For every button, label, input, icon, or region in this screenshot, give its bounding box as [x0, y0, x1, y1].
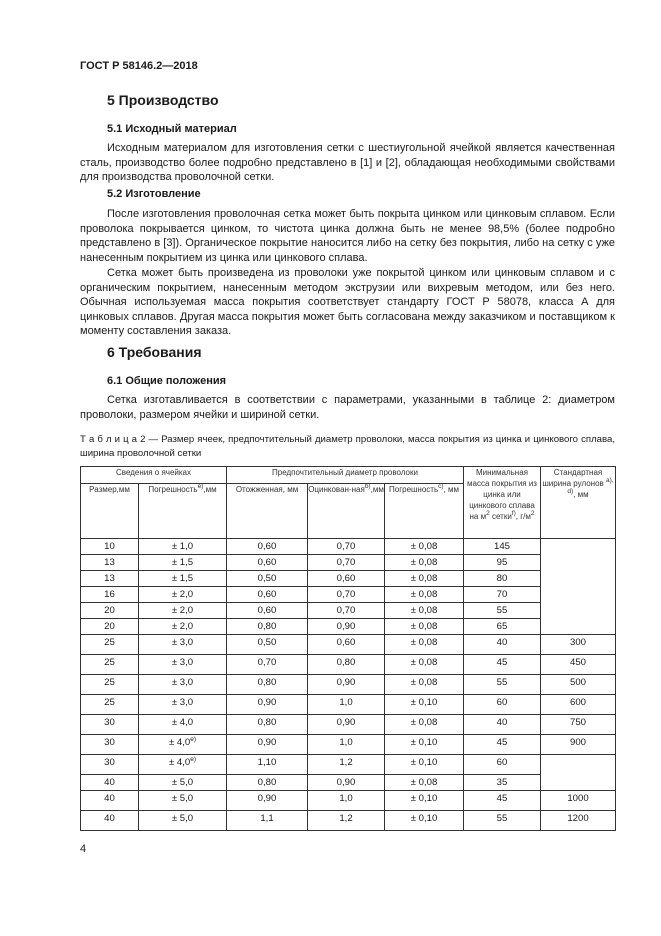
table-row [81, 555, 616, 571]
paragraph-5-2-a: После изготовления проволочная сетка может быть покрыта цинком или цинковым сплавом. Если проволока покрывается цинком, то чистота цинка должна быть не менее 98,5% (более подробно представлено в [3]). Органическое покрытие наносится либо на сетку без покрытия, либо на сетку с уже нанесенным покрытием из цинка или цинкового сплава. [80, 208, 615, 264]
cell-roll-width: 1200 [541, 811, 616, 831]
cell-wire-tolerance: ± 0,08 [385, 539, 464, 555]
cell-tolerance: ± 1,5 [139, 571, 227, 587]
table-row [81, 811, 616, 831]
table-row [81, 695, 616, 715]
table-row [81, 791, 616, 811]
cell-wire-tolerance: ± 0,10 [385, 695, 464, 715]
cell-wire-tolerance: ± 0,08 [385, 635, 464, 655]
cell-size: 20 [81, 603, 139, 619]
cell-wire-tolerance: ± 0,08 [385, 715, 464, 735]
cell-annealed: 0,50 [227, 571, 308, 587]
cell-annealed: 0,60 [227, 555, 308, 571]
paragraph-6-1: Сетка изготавливается в соответствии с параметрами, указанными в таблице 2: диаметром проволоки, размером ячейки и шириной сетки. [80, 394, 615, 421]
cell-wire-tolerance: ± 0,10 [385, 755, 464, 775]
cell-tolerance: ± 2,0 [139, 619, 227, 635]
table-2 [80, 466, 616, 831]
paragraph-5-1: Исходным материалом для изготовления сетки с шестиугольной ячейкой является качественная сталь, производство более подробно представлено в [1] и [2], обладающая необходимыми свойствами для производства проволочной сетки. [80, 142, 615, 184]
cell-roll-width: 900 [541, 735, 616, 755]
cell-min-mass: 60 [464, 755, 541, 775]
table-row [81, 775, 616, 791]
cell-wire-tolerance: ± 0,10 [385, 735, 464, 755]
cell-annealed: 0,90 [227, 695, 308, 715]
page-number: 4 [80, 843, 87, 855]
section-6-1-title: 6.1 Общие положения [107, 375, 227, 387]
table-row [81, 587, 616, 603]
cell-size: 25 [81, 655, 139, 675]
cell-wire-tolerance: ± 0,10 [385, 811, 464, 831]
cell-tolerance: ± 5,0 [139, 791, 227, 811]
cell-annealed: 0,60 [227, 539, 308, 555]
cell-min-mass: 65 [464, 619, 541, 635]
cell-tolerance: ± $4,0^{e)}$ [139, 735, 227, 755]
header-roll-width: Стандартная ширина рулонов $^{a), d)}$, мм [541, 467, 616, 539]
cell-tolerance: ± 3,0 [139, 695, 227, 715]
cell-galvanized: 0,60 [308, 571, 385, 587]
cell-tolerance: ± 3,0 [139, 655, 227, 675]
table-row [81, 675, 616, 695]
cell-annealed: 0,80 [227, 619, 308, 635]
cell-size: 10 [81, 539, 139, 555]
cell-tolerance: ± 4,0 [139, 715, 227, 735]
header-annealed: Отожженная, мм [227, 484, 308, 539]
cell-size: 30 [81, 735, 139, 755]
table-caption: Т а б л и ц а 2 — Размер ячеек, предпочтительный диаметр проволоки, масса покрытия из цинка и цинкового сплава, ширина проволочной сетки [80, 434, 615, 459]
cell-size: 25 [81, 675, 139, 695]
cell-min-mass: 60 [464, 695, 541, 715]
cell-size: 13 [81, 571, 139, 587]
cell-min-mass: 45 [464, 655, 541, 675]
cell-min-mass: 55 [464, 811, 541, 831]
header-galvanized: Оцинкован-ная$^{b)}$,мм [308, 484, 385, 539]
cell-roll-width: 500 [541, 675, 616, 695]
header-min-mass: Минимальная масса покрытия из цинка или цинкового сплава на $м^2$ сетки$^{f)}$, $г/м^2$ [464, 467, 541, 539]
cell-galvanized: 1,0 [308, 695, 385, 715]
paragraph-5-2-b: Сетка может быть произведена из проволоки уже покрытой цинком или цинковым сплавом и с органическим покрытием, нанесенным методом экструзии или вихревым методом, или без него. Обычная используемая масса покрытия соответствует стандарту ГОСТ Р 58078, класса А для цинковых сплавов. Другая масса покрытия может быть согласована между заказчиком и поставщиком к моменту составления заказа. [80, 267, 615, 338]
cell-wire-tolerance: ± 0,08 [385, 603, 464, 619]
cell-size: 13 [81, 555, 139, 571]
cell-min-mass: 55 [464, 603, 541, 619]
cell-size: 25 [81, 635, 139, 655]
cell-size: 40 [81, 791, 139, 811]
table-row [81, 635, 616, 655]
cell-galvanized: 1,2 [308, 811, 385, 831]
table-row [81, 655, 616, 675]
cell-roll-width: 750 [541, 715, 616, 735]
cell-annealed: 0,50 [227, 635, 308, 655]
cell-roll-width: 1000 [541, 791, 616, 811]
cell-size: 25 [81, 695, 139, 715]
cell-min-mass: 145 [464, 539, 541, 555]
cell-roll-width-empty [541, 539, 616, 635]
cell-tolerance: ± $4,0^{e)}$ [139, 755, 227, 775]
cell-tolerance: ± 5,0 [139, 811, 227, 831]
cell-wire-tolerance: ± 0,08 [385, 619, 464, 635]
section-5-1-title: 5.1 Исходный материал [107, 123, 237, 135]
section-6-title: 6 Требования [107, 344, 202, 360]
cell-galvanized: 0,80 [308, 655, 385, 675]
header-wire-tolerance: Погрешность$^{c)}$, мм [385, 484, 464, 539]
table-row [81, 571, 616, 587]
cell-roll-width [541, 755, 616, 791]
cell-annealed: 1,1 [227, 811, 308, 831]
cell-annealed: 0,60 [227, 603, 308, 619]
cell-annealed: 0,80 [227, 675, 308, 695]
table-body [81, 539, 616, 831]
cell-size: 30 [81, 755, 139, 775]
cell-tolerance: ± 5,0 [139, 775, 227, 791]
cell-annealed: 0,60 [227, 587, 308, 603]
cell-galvanized: 0,70 [308, 587, 385, 603]
cell-wire-tolerance: ± 0,08 [385, 655, 464, 675]
cell-min-mass: 45 [464, 791, 541, 811]
section-5-title: 5 Производство [107, 92, 219, 108]
cell-wire-tolerance: ± 0,08 [385, 555, 464, 571]
cell-size: 20 [81, 619, 139, 635]
table-row [81, 715, 616, 735]
cell-wire-tolerance: ± 0,08 [385, 775, 464, 791]
cell-galvanized: 0,90 [308, 715, 385, 735]
cell-galvanized: 1,0 [308, 791, 385, 811]
cell-tolerance: ± 3,0 [139, 635, 227, 655]
cell-annealed: 0,80 [227, 715, 308, 735]
cell-galvanized: 0,60 [308, 635, 385, 655]
cell-tolerance: ± 1,5 [139, 555, 227, 571]
cell-min-mass: 70 [464, 587, 541, 603]
cell-roll-width: 600 [541, 695, 616, 715]
cell-wire-tolerance: ± 0,08 [385, 675, 464, 695]
cell-wire-tolerance: ± 0,10 [385, 791, 464, 811]
cell-min-mass: 95 [464, 555, 541, 571]
cell-galvanized: 0,70 [308, 539, 385, 555]
table-row [81, 539, 616, 555]
cell-size: 30 [81, 715, 139, 735]
cell-tolerance: ± 1,0 [139, 539, 227, 555]
section-5-2-title: 5.2 Изготовление [107, 188, 201, 200]
cell-galvanized: 0,70 [308, 603, 385, 619]
cell-annealed: 1,10 [227, 755, 308, 775]
cell-annealed: 0,80 [227, 775, 308, 791]
cell-wire-tolerance: ± 0,08 [385, 571, 464, 587]
cell-annealed: 0,70 [227, 655, 308, 675]
cell-galvanized: 1,0 [308, 735, 385, 755]
table-row [81, 603, 616, 619]
table-row [81, 619, 616, 635]
cell-size: 16 [81, 587, 139, 603]
cell-galvanized: 0,90 [308, 675, 385, 695]
cell-min-mass: 35 [464, 775, 541, 791]
cell-min-mass: 55 [464, 675, 541, 695]
cell-min-mass: 80 [464, 571, 541, 587]
cell-min-mass: 40 [464, 635, 541, 655]
header-tolerance: Погрешность$^{e)}$,мм [139, 484, 227, 539]
cell-tolerance: ± 3,0 [139, 675, 227, 695]
cell-galvanized: 0,70 [308, 555, 385, 571]
cell-tolerance: ± 2,0 [139, 603, 227, 619]
header-wire-diameter: Предпочтительный диаметр проволоки [227, 467, 464, 484]
cell-annealed: 0,90 [227, 735, 308, 755]
cell-galvanized: 0,90 [308, 619, 385, 635]
cell-galvanized: 0,90 [308, 775, 385, 791]
document-header: ГОСТ Р 58146.2—2018 [80, 60, 198, 72]
table-row [81, 735, 616, 755]
header-size: Размер,мм [81, 484, 139, 539]
cell-annealed: 0,90 [227, 791, 308, 811]
cell-wire-tolerance: ± 0,08 [385, 587, 464, 603]
cell-roll-width: 450 [541, 655, 616, 675]
cell-size: 40 [81, 775, 139, 791]
header-cell-info: Сведения о ячейках [81, 467, 227, 484]
cell-galvanized: 1,2 [308, 755, 385, 775]
table-row [81, 755, 616, 775]
cell-min-mass: 40 [464, 715, 541, 735]
cell-tolerance: ± 2,0 [139, 587, 227, 603]
cell-size: 40 [81, 811, 139, 831]
cell-roll-width: 300 [541, 635, 616, 655]
cell-min-mass: 45 [464, 735, 541, 755]
